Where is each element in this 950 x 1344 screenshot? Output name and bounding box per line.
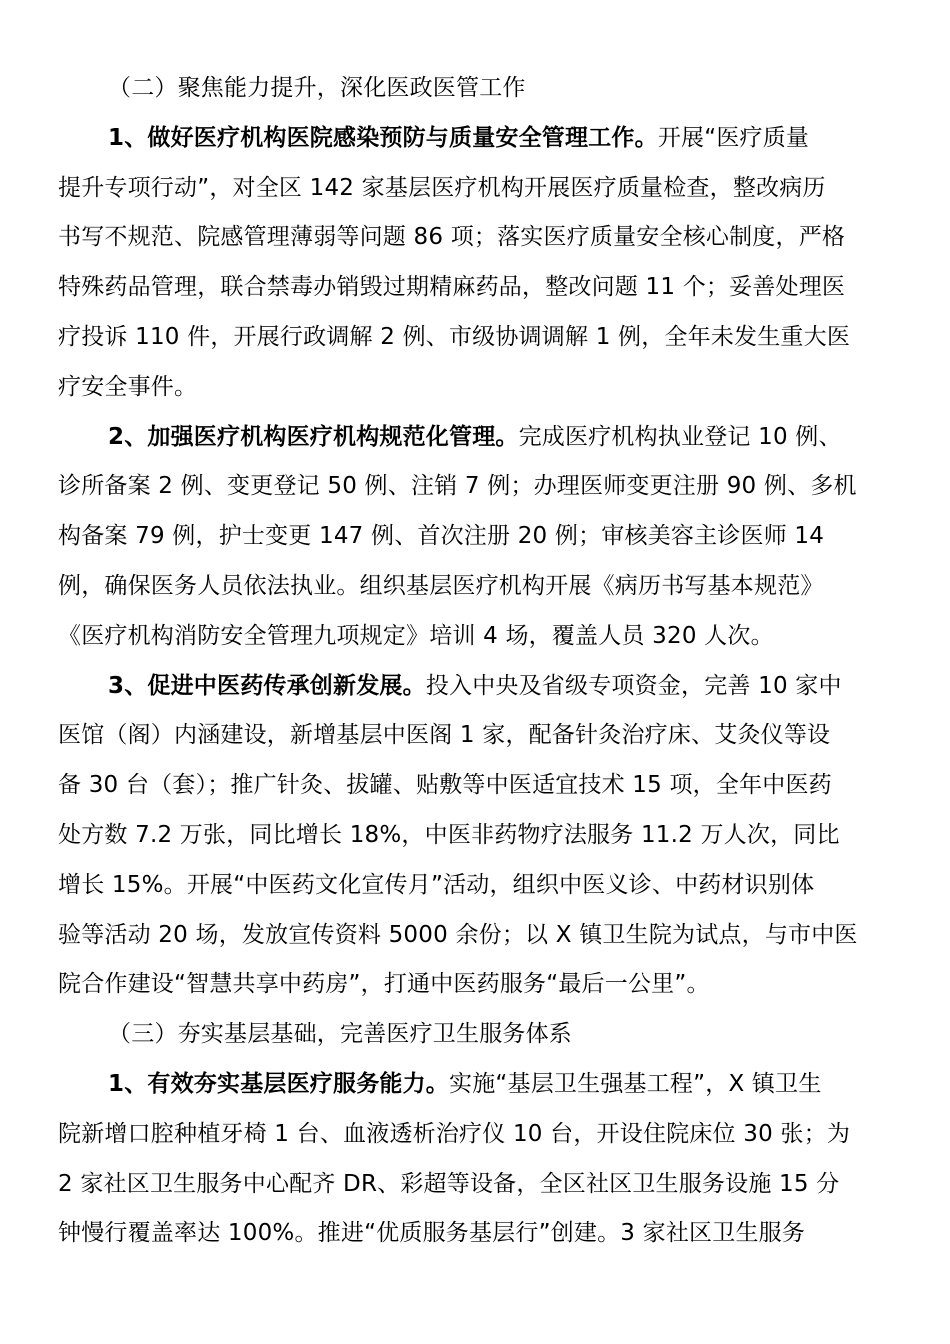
paragraph-line: 疗安全事件。 [58, 373, 198, 400]
paragraph-4-line-1 [58, 1066, 898, 1116]
section-heading-3: （三）夯实基层基础，完善医疗卫生服务体系 [108, 1021, 572, 1048]
paragraph-line: 处方数 7.2 万张，同比增长 18%，中医非药物疗法服务 11.2 万人次，同比 [58, 821, 840, 848]
paragraph-line: 例，确保医务人员依法执业。组织基层医疗机构开展《病历书写基本规范》 [58, 572, 824, 599]
paragraph-text: 开展“医疗质量 [657, 124, 810, 151]
paragraph-line: 院新增口腔种植牙椅 1 台、血液透析治疗仪 10 台，开设住院床位 30 张；为 [58, 1120, 851, 1147]
paragraph-2-title: 2、加强医疗机构医疗机构规范化管理。 [108, 423, 519, 450]
paragraph-1-title: 1、做好医疗机构医院感染预防与质量安全管理工作。 [108, 124, 658, 151]
paragraph-line: 疗投诉 110 件，开展行政调解 2 例、市级协调调解 1 例，全年未发生重大医 [58, 323, 851, 350]
paragraph-line: 医馆（阁）内涵建设，新增基层中医阁 1 家，配备针灸治疗床、艾灸仪等设 [58, 722, 831, 749]
paragraph-3-title: 3、促进中医药传承创新发展。 [108, 672, 426, 699]
document-page [58, 70, 898, 1265]
paragraph-line: 验等活动 20 场，发放宣传资料 5000 余份；以 X 镇卫生院为试点，与市中医 [58, 921, 858, 948]
paragraph-line: 诊所备案 2 例、变更登记 50 例、注销 7 例；办理医师变更注册 90 例、多机 [58, 473, 857, 500]
paragraph-text: 完成医疗机构执业登记 10 例、 [518, 423, 842, 450]
paragraph-line: 提升专项行动”，对全区 142 家基层医疗机构开展医疗质量检查，整改病历 [58, 174, 826, 201]
paragraph-line: 书写不规范、院感管理薄弱等问题 86 项；落实医疗质量安全核心制度，严格 [58, 224, 846, 251]
paragraph-line: 钟慢行覆盖率达 100%。推进“优质服务基层行”创建。3 家社区卫生服务 [58, 1220, 806, 1247]
paragraph-line: 2 家社区卫生服务中心配齐 DR、彩超等设备，全区社区卫生服务设施 15 分 [58, 1170, 840, 1197]
paragraph-4-title: 1、有效夯实基层医疗服务能力。 [108, 1070, 450, 1097]
paragraph-1-line-1 [58, 120, 898, 170]
paragraph-line: 增长 15%。开展“中医药文化宣传月”活动，组织中医义诊、中药材识别体 [58, 871, 815, 898]
section-heading-2: （二）聚焦能力提升，深化医政医管工作 [108, 75, 526, 101]
paragraph-text: 实施“基层卫生强基工程”，X 镇卫生 [449, 1070, 822, 1097]
paragraph-line: 特殊药品管理，联合禁毒办销毁过期精麻药品，整改问题 11 个；妥善处理医 [58, 274, 846, 301]
paragraph-text: 投入中央及省级专项资金，完善 10 家中 [425, 672, 842, 699]
paragraph-2-line-1 [58, 419, 898, 469]
paragraph-line: 构备案 79 例，护士变更 147 例、首次注册 20 例；审核美容主诊医师 14 [58, 523, 825, 550]
paragraph-line: 备 30 台（套）；推广针灸、拔罐、贴敷等中医适宜技术 15 项，全年中医药 [58, 772, 832, 799]
paragraph-3-line-1 [58, 668, 898, 718]
paragraph-line: 院合作建设“智慧共享中药房”，打通中医药服务“最后一公里”。 [58, 971, 710, 998]
paragraph-line: 《医疗机构消防安全管理九项规定》培训 4 场，覆盖人员 320 人次。 [58, 622, 774, 649]
